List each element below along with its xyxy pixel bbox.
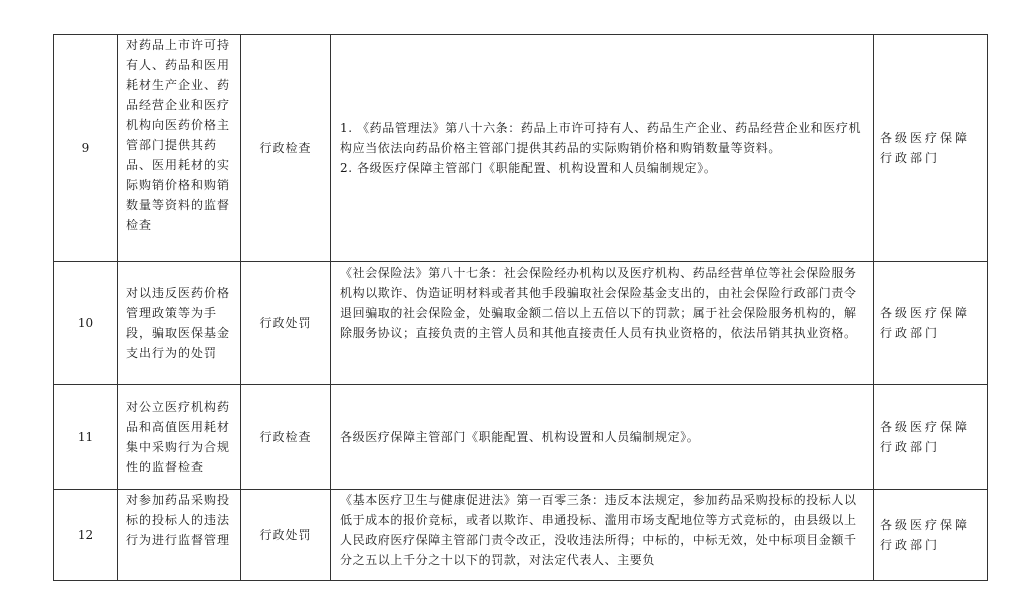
legal-basis-clause: 《社会保险法》第八十七条：社会保险经办机构以及医疗机构、药品经营单位等社会保险服务机构以欺诈、伪造证明材料或者其他手段骗取社会保险基金支出的，由社会保险行政部门责令退回骗取的社会保险金，处骗取金额二倍以上五倍以下的罚款；属于社会保险服务机构的，解除服务协议；直接负责的主管人员和其他直接责任人员有执业资格的，依法吊销其执业资格。 [340,266,857,340]
item-name: 对药品上市许可持有人、药品和医用耗材生产企业、药品经营企业和医疗机构向医药价格主管部门提供其药品、医用耗材的实际购销价格和购销数量等资料的监督检查 [118,35,241,262]
item-name: 对公立医疗机构药品和高值医用耗材集中采购行为合规性的监督检查 [118,385,241,490]
legal-basis-clause: 2. 各级医疗保障主管部门《职能配置、机构设置和人员编制规定》。 [340,161,717,175]
table-row-9 [54,35,988,262]
power-type: 行政处罚 [241,262,331,385]
legal-basis-clause: 1. 《药品管理法》第八十六条：药品上市许可持有人、药品生产企业、药品经营企业和医疗机构应当依法向药品价格主管部门提供其药品的实际购销价格和购销数量等资料。 [340,121,862,155]
item-name: 对参加药品采购投标的投标人的违法行为进行监督管理 [118,490,241,581]
row-number: 9 [54,35,118,262]
legal-basis-clause: 各级医疗保障主管部门《职能配置、机构设置和人员编制规定》。 [340,430,700,444]
legal-basis [331,262,874,385]
legal-basis [331,35,874,262]
power-type: 行政检查 [241,385,331,490]
row-number: 12 [54,490,118,581]
item-name: 对以违反医药价格管理政策等为手段，骗取医保基金支出行为的处罚 [118,262,241,385]
row-number: 10 [54,262,118,385]
legal-basis [331,385,874,490]
responsible-department: 各级医疗保障行政部门 [874,35,988,262]
row-number: 11 [54,385,118,490]
table-row-12 [54,490,988,581]
legal-basis [331,490,874,581]
table-row-11 [54,385,988,490]
responsible-department: 各级医疗保障行政部门 [874,262,988,385]
power-type: 行政处罚 [241,490,331,581]
power-type: 行政检查 [241,35,331,262]
table-row-10 [54,262,988,385]
power-list-table [53,34,988,581]
responsible-department: 各级医疗保障行政部门 [874,385,988,490]
legal-basis-clause: 《基本医疗卫生与健康促进法》第一百零三条：违反本法规定，参加药品采购投标的投标人以低于成本的报价竞标，或者以欺诈、串通投标、滥用市场支配地位等方式竞标的，由县级以上人民政府医疗保障主管部门责令改正，没收违法所得；中标的，中标无效，处中标项目金额千分之五以上千分之十以下的罚款，对法定代表人、主要负 [340,493,857,567]
responsible-department: 各级医疗保障行政部门 [874,490,988,581]
